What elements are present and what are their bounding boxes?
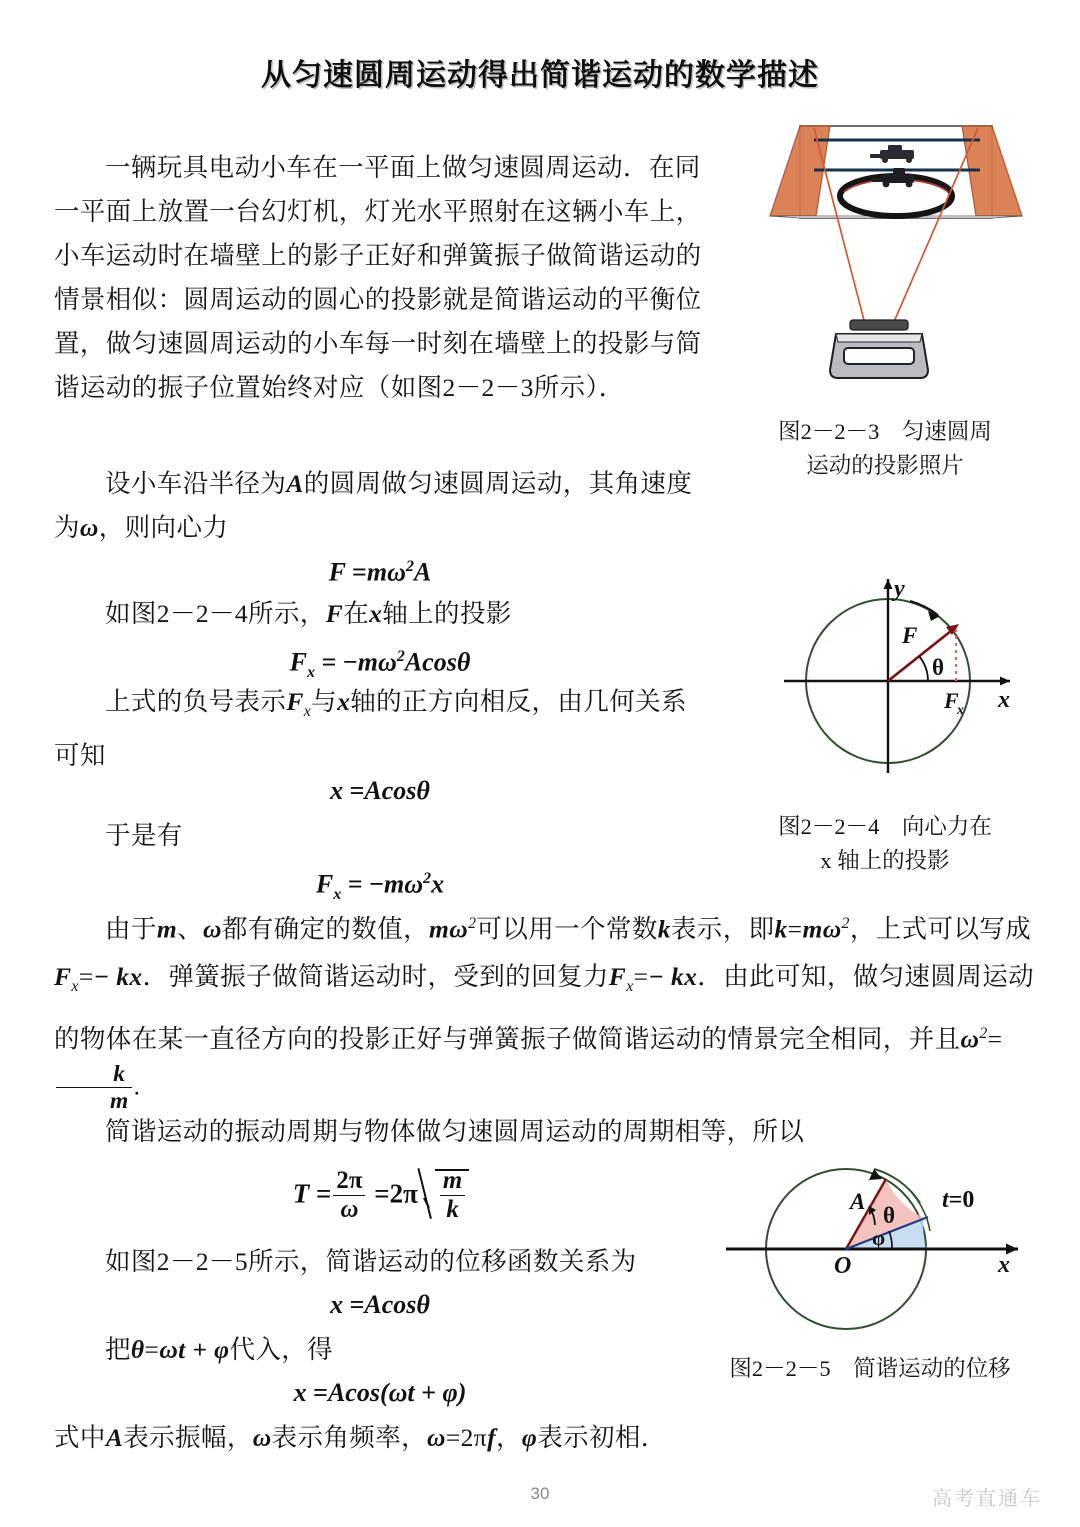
inline-frac-num: k [113,1061,126,1088]
page-number: 30 [530,1484,550,1503]
eq4-sub: x [333,885,342,903]
eq3-rhs: Acosθ [364,776,430,805]
eq5-den-2: k [440,1195,465,1224]
paragraph-negsign-c: 轴的正方向相反，由几何关系可知 [54,687,687,771]
equation-centripetal-force [54,546,706,594]
paragraph-k-d: 可以用一个常数 [476,914,658,944]
figure-2-2-4-caption-line1: 图2－2－4 向心力在 [778,814,992,839]
eq1-omega: ω [387,557,406,587]
projector-projection-illustration [752,112,1042,392]
inline-momega2-m: m [429,914,450,944]
eq6-lhs: x [330,1290,344,1319]
var-x-2: x [337,687,351,716]
eq5-den-1: ω [333,1195,365,1224]
paragraph-constant-k [54,900,1036,1116]
eq5-num-1: 2π [336,1167,363,1194]
inline-omega2km-equals: = [987,1024,1003,1054]
inline-fraction-k-over-m [56,1061,132,1115]
figure-2-2-4-caption [720,810,1050,878]
inline-omega2km-power: 2 [979,1024,988,1042]
eq1-lhs: F [328,557,346,587]
figure-2-2-4-label-F: F [902,623,918,648]
eq5-lhs: T [292,1178,310,1209]
figure-2-2-3-caption-line2: 运动的投影照片 [806,453,964,478]
inline-keq-omega: ω [822,914,842,944]
paragraph-def-a: 式中 [54,1423,106,1452]
eq4-m: m [383,869,405,899]
paragraph-setup-c: ，则向心力 [98,513,229,542]
paragraph-def-d: ， [495,1423,522,1452]
var-omega: ω [79,513,99,542]
inline-omega2pif-omega: ω [427,1423,446,1452]
var-k: k [657,914,671,944]
def-var-A: A [105,1423,124,1452]
eq2-equals: = [321,647,337,677]
eq5-equals-1: = [316,1178,332,1209]
var-Fx: F [286,687,304,716]
inline-theta-equals: = [144,1335,160,1364]
paragraph-sub-b: 代入，得 [229,1335,334,1364]
inline-momega2-omega: ω [449,914,469,944]
paragraph-k-h: ．由此可知，做匀速圆周运动的物体在某一直径方向的投影正好与弹簧振子做简谐运动的情景完全相同，并且 [54,961,1035,1054]
paragraph-sub-a: 把 [105,1335,131,1364]
paragraph-setup [54,462,706,550]
paragraph-substitute [54,1328,706,1372]
inline-keq-equals: = [787,914,803,944]
figure-2-2-3 [752,112,1042,392]
inline-omega2pif-equals: = [445,1423,461,1452]
paragraph-k-c: 都有确定的数值， [221,914,430,944]
eq7-close: ) [457,1378,467,1407]
eq2-rhs: Acosθ [404,647,471,677]
paragraph-def-b: 表示振幅， [123,1423,253,1452]
eq2-m: m [357,647,378,677]
eq3-lhs: x [330,776,344,805]
figure-2-2-4 [760,565,1050,795]
inline-theta: θ [130,1335,145,1364]
def-var-phi: φ [521,1423,538,1452]
inline-fxkx-rhs: − kx [93,961,143,991]
eq2-lhs: F [289,647,307,677]
var-x: x [369,599,383,628]
inline-omega2km-period: . [133,1071,141,1101]
paragraph-projection-a: 如图2－2－4所示， [105,599,326,628]
paragraph-negative-sign [54,680,706,778]
paragraph-projection-c: 轴上的投影 [382,599,512,628]
equation-shm-final [54,1372,706,1414]
var-m: m [156,914,178,944]
paragraph-intro-text: 一辆玩具电动小车在一平面上做匀速圆周运动．在同一平面上放置一台幻灯机，灯光水平照射在这辆小车上，小车运动时在墙壁上的影子正好和弹簧振子做简谐运动的情景相似：圆周运动的圆心的投影就是简谐运动的平衡位置，做匀速圆周运动的小车每一时刻在墙壁上的投影与简谐运动的振子位置始终对应（如图2－2－3所示）． [54,153,702,402]
paragraph-k-a: 由于 [105,914,157,944]
eq6-rhs: Acosθ [364,1290,430,1319]
inline-keq-power: 2 [841,915,850,932]
inline-keq-m: m [802,914,823,944]
def-var-omega: ω [252,1423,272,1452]
eq1-equals: = [352,557,367,587]
eq4-omega: ω [404,869,424,899]
inline-frac-den: m [56,1087,132,1114]
paragraph-setup-a: 设小车沿半径为 [105,469,287,498]
eq7-inner: ωt + φ [388,1378,458,1407]
paragraph-negsign-a: 上式的负号表示 [105,687,287,716]
eq5-num-2: m [442,1167,463,1194]
figure-2-2-3-caption-line1: 图2－2－3 匀速圆周 [778,419,992,444]
equation-displacement-cos [54,770,706,812]
inline-fxkx-sub: x [71,977,79,995]
eq4-lhs: F [315,869,334,899]
paragraph-negsign-b: 与 [311,687,338,716]
eq2-sign: − [342,647,358,677]
inline-keq-k: k [774,914,788,944]
eq7-rhs: Acos( [327,1378,389,1407]
var-omega-2: ω [202,914,222,944]
paragraph-setup-b: 的圆周做匀速圆周运动，其角速度为 [54,469,693,542]
var-A: A [286,469,304,498]
figure-2-2-4-label-Fx-sub: x [957,703,964,718]
inline-fxkx-equals: = [78,961,94,991]
eq5-fraction-2pi-omega [333,1167,365,1224]
paragraph-k-b: 、 [177,914,203,944]
eq7-lhs: x [293,1378,307,1407]
eq4-sign: − [369,869,384,899]
eq4-equals: = [347,869,363,899]
eq5-coefficient: 2π [389,1178,418,1209]
figure-2-2-4-label-theta: θ [932,655,945,680]
eq5-equals-2: = [374,1178,390,1209]
figure-2-2-4-label-Fx: F [944,688,959,713]
figure-2-2-5-caption [690,1352,1050,1386]
equation-period [54,1168,796,1225]
eq7-equals: = [313,1378,328,1407]
eq4-power: 2 [423,870,432,887]
eq1-rhs: A [413,557,432,587]
inline-momega2-power: 2 [468,915,477,932]
paragraph-projection-b: 在 [343,599,370,628]
inline-theta-rhs: ωt + φ [159,1335,230,1364]
eq1-m: m [366,557,388,587]
inline-fxkx2-equals: = [633,961,649,991]
figure-2-2-5-label-t0: t=0 [942,1187,975,1213]
figure-2-2-3-caption [720,415,1050,483]
var-F: F [325,599,344,628]
watermark: 高考直通车 [932,1488,1042,1510]
paragraph-thus [54,814,706,858]
var-Fx-sub: x [303,703,312,721]
paragraph-definitions [54,1416,1036,1460]
eq2-sub: x [307,663,316,681]
force-projection-diagram [760,565,1050,795]
eq4-rhs: x [431,869,445,899]
paragraph-def-c: 表示角频率， [271,1423,427,1452]
equation-displacement-2 [54,1284,706,1326]
figure-2-2-5-label-A: A [850,1189,866,1214]
inline-omega2pif-f: f [487,1423,496,1452]
paragraph-displacement-ref [54,1240,706,1284]
paragraph-disp-text: 如图2－2－5所示，简谐运动的位移函数关系为 [105,1247,637,1276]
figure-2-2-5-label-O: O [834,1253,852,1279]
paragraph-period-text: 简谐运动的振动周期与物体做匀速圆周运动的周期相等，所以 [105,1117,805,1146]
eq3-equals: = [349,776,365,805]
eq6-equals: = [349,1290,365,1319]
inline-fxkx-F: F [54,961,72,991]
inline-fxkx2-F: F [608,961,627,991]
paragraph-projection-ref [54,592,706,636]
figure-2-2-5-label-x-axis: x [998,1252,1010,1278]
eq5-sqrt-m-over-k [421,1168,467,1225]
paragraph-thus-text: 于是有 [105,821,183,850]
paragraph-k-f: ，上式可以写成 [849,914,1032,944]
eq5-fraction-m-k [440,1167,465,1224]
figure-2-2-4-label-x-axis: x [998,687,1010,713]
figure-2-2-5-caption-text: 图2－2－5 简谐运动的位移 [729,1356,1011,1381]
figure-2-2-5-label-theta: θ [883,1203,896,1228]
eq2-omega: ω [377,647,397,677]
figure-2-2-4-caption-line2: x 轴上的投影 [820,848,950,873]
inline-fxkx2-sub: x [626,977,634,995]
inline-omega2pif-rhs: 2π [460,1423,488,1452]
figure-2-2-5-label-phi: φ [872,1226,886,1250]
eq1-power: 2 [405,558,414,575]
paragraph-intro [54,146,706,410]
paragraph-period [54,1110,1036,1154]
eq2-power: 2 [396,648,405,665]
paragraph-k-e: 表示，即 [670,914,775,944]
paragraph-def-e: 表示初相． [537,1423,667,1452]
figure-2-2-4-label-y-axis: y [894,576,905,602]
inline-omega2km-omega: ω [960,1024,980,1054]
page-title: 从匀速圆周运动得出简谐运动的数学描述 [261,59,819,92]
inline-fxkx2-rhs: − kx [648,961,698,991]
paragraph-k-g: ．弹簧振子做简谐运动时，受到的回复力 [142,961,609,991]
